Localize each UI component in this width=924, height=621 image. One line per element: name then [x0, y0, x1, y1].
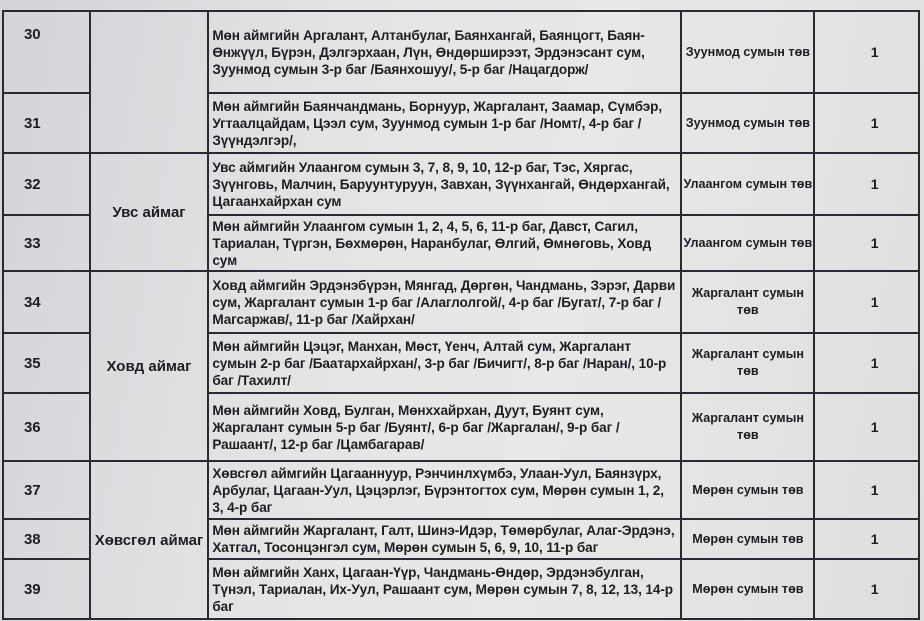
count-cell: 1	[814, 215, 919, 271]
count-cell: 1	[814, 519, 919, 559]
district-description: Мөн аймгийн Ханх, Цагаан-Үүр, Чандмань-Өндөр, Эрдэнэбулган, Түнэл, Тариалан, Их-Уул, Рашаант сум, Мөрөн сумын 7, 8, 12, 13, 14-р баг	[208, 559, 681, 619]
district-description: Мөн аймгийн Улаангом сумын 1, 2, 4, 5, 6, 11-р баг, Давст, Сагил, Тариалан, Түргэн, Бөхмөрөн, Наранбулаг, Өлгий, Өмнөговь, Ховд сум	[208, 215, 681, 271]
district-description: Мөн аймгийн Ховд, Булган, Мөнххайрхан, Дуут, Буянт сум, Жаргалант сумын 5-р баг /Буянт/, 6-р баг /Жаргалан/, 9-р баг /Рашаант/, 12-р баг /Цамбагарав/	[208, 393, 681, 461]
row-number: 34	[3, 271, 90, 333]
table-row	[3, 271, 919, 333]
table-row	[3, 11, 919, 93]
center-cell: Мөрөн сумын төв	[681, 461, 814, 519]
count-cell: 1	[814, 559, 919, 619]
row-number: 31	[3, 93, 90, 153]
center-cell: Жаргалант сумын төв	[681, 271, 814, 333]
table-row	[3, 153, 919, 215]
center-cell: Зуунмод сумын төв	[681, 93, 814, 153]
row-number: 37	[3, 461, 90, 519]
aimag-cell-blank	[90, 11, 209, 153]
district-description: Мөн аймгийн Цэцэг, Манхан, Мөст, Үенч, Алтай сум, Жаргалант сумын 2-р баг /Баатархайрхан/, 3-р баг /Бичигт/, 8-р баг /Наран/, 10-р баг /Тахилт/	[208, 333, 681, 393]
count-cell: 1	[814, 271, 919, 333]
count-cell: 1	[814, 333, 919, 393]
aimag-name: Ховд аймаг	[90, 271, 209, 461]
district-description: Ховд аймгийн Эрдэнэбүрэн, Мянгад, Дөргөн, Чандмань, Зэрэг, Дарви сум, Жаргалант сумын 1-р баг /Алаглолгой/, 4-р баг /Бугат/, 7-р баг /Магсаржав/, 11-р баг /Хайрхан/	[208, 271, 681, 333]
center-cell: Улаангом сумын төв	[681, 215, 814, 271]
district-description: Мөн аймгийн Аргалант, Алтанбулаг, Баянхангай, Баянцогт, Баян-Өнжүүл, Бүрэн, Дэлгэрхаан, Лүн, Өндөрширээт, Эрдэнэсант сум, Зуунмод сумын 3-р баг /Баянхошуу/, 5-р баг /Нацагдорж/	[208, 11, 681, 93]
district-description: Мөн аймгийн Жаргалант, Галт, Шинэ-Идэр, Төмөрбулаг, Алаг-Эрдэнэ, Хатгал, Тосонцэнгэл сум, Мөрөн сумын 5, 6, 9, 10, 11-р баг	[208, 519, 681, 559]
count-cell: 1	[814, 93, 919, 153]
row-number: 33	[3, 215, 90, 271]
aimag-name: Увс аймаг	[90, 153, 209, 271]
center-cell: Мөрөн сумын төв	[681, 559, 814, 619]
aimag-name: Хөвсгөл аймаг	[90, 461, 209, 619]
row-number: 39	[3, 559, 90, 619]
count-cell: 1	[814, 393, 919, 461]
table-row	[3, 461, 919, 519]
row-number: 38	[3, 519, 90, 559]
row-number: 35	[3, 333, 90, 393]
district-description: Мөн аймгийн Баянчандмань, Борнуур, Жаргалант, Заамар, Сүмбэр, Угтаалцайдам, Цээл сум, Зуунмод сумын 1-р баг /Номт/, 4-р баг /Зүүндэлгэр/,	[208, 93, 681, 153]
district-description: Увс аймгийн Улаангом сумын 3, 7, 8, 9, 10, 12-р баг, Тэс, Хяргас, Зүүнговь, Малчин, Баруунтуруун, Завхан, Зүүнхангай, Өндөрхангай, Цагаанхайрхан сум	[208, 153, 681, 215]
constituency-table	[2, 10, 920, 620]
center-cell: Жаргалант сумын төв	[681, 393, 814, 461]
center-cell: Мөрөн сумын төв	[681, 519, 814, 559]
row-number: 30	[3, 11, 90, 93]
center-cell: Жаргалант сумын төв	[681, 333, 814, 393]
row-number: 36	[3, 393, 90, 461]
count-cell: 1	[814, 153, 919, 215]
count-cell: 1	[814, 11, 919, 93]
center-cell: Зуунмод сумын төв	[681, 11, 814, 93]
center-cell: Улаангом сумын төв	[681, 153, 814, 215]
district-description: Хөвсгөл аймгийн Цагааннуур, Рэнчинлхүмбэ, Улаан-Уул, Баянзүрх, Арбулаг, Цагаан-Уул, Цэцэрлэг, Бүрэнтогтох сум, Мөрөн сумын 1, 2, 3, 4-р баг	[208, 461, 681, 519]
count-cell: 1	[814, 461, 919, 519]
row-number: 32	[3, 153, 90, 215]
